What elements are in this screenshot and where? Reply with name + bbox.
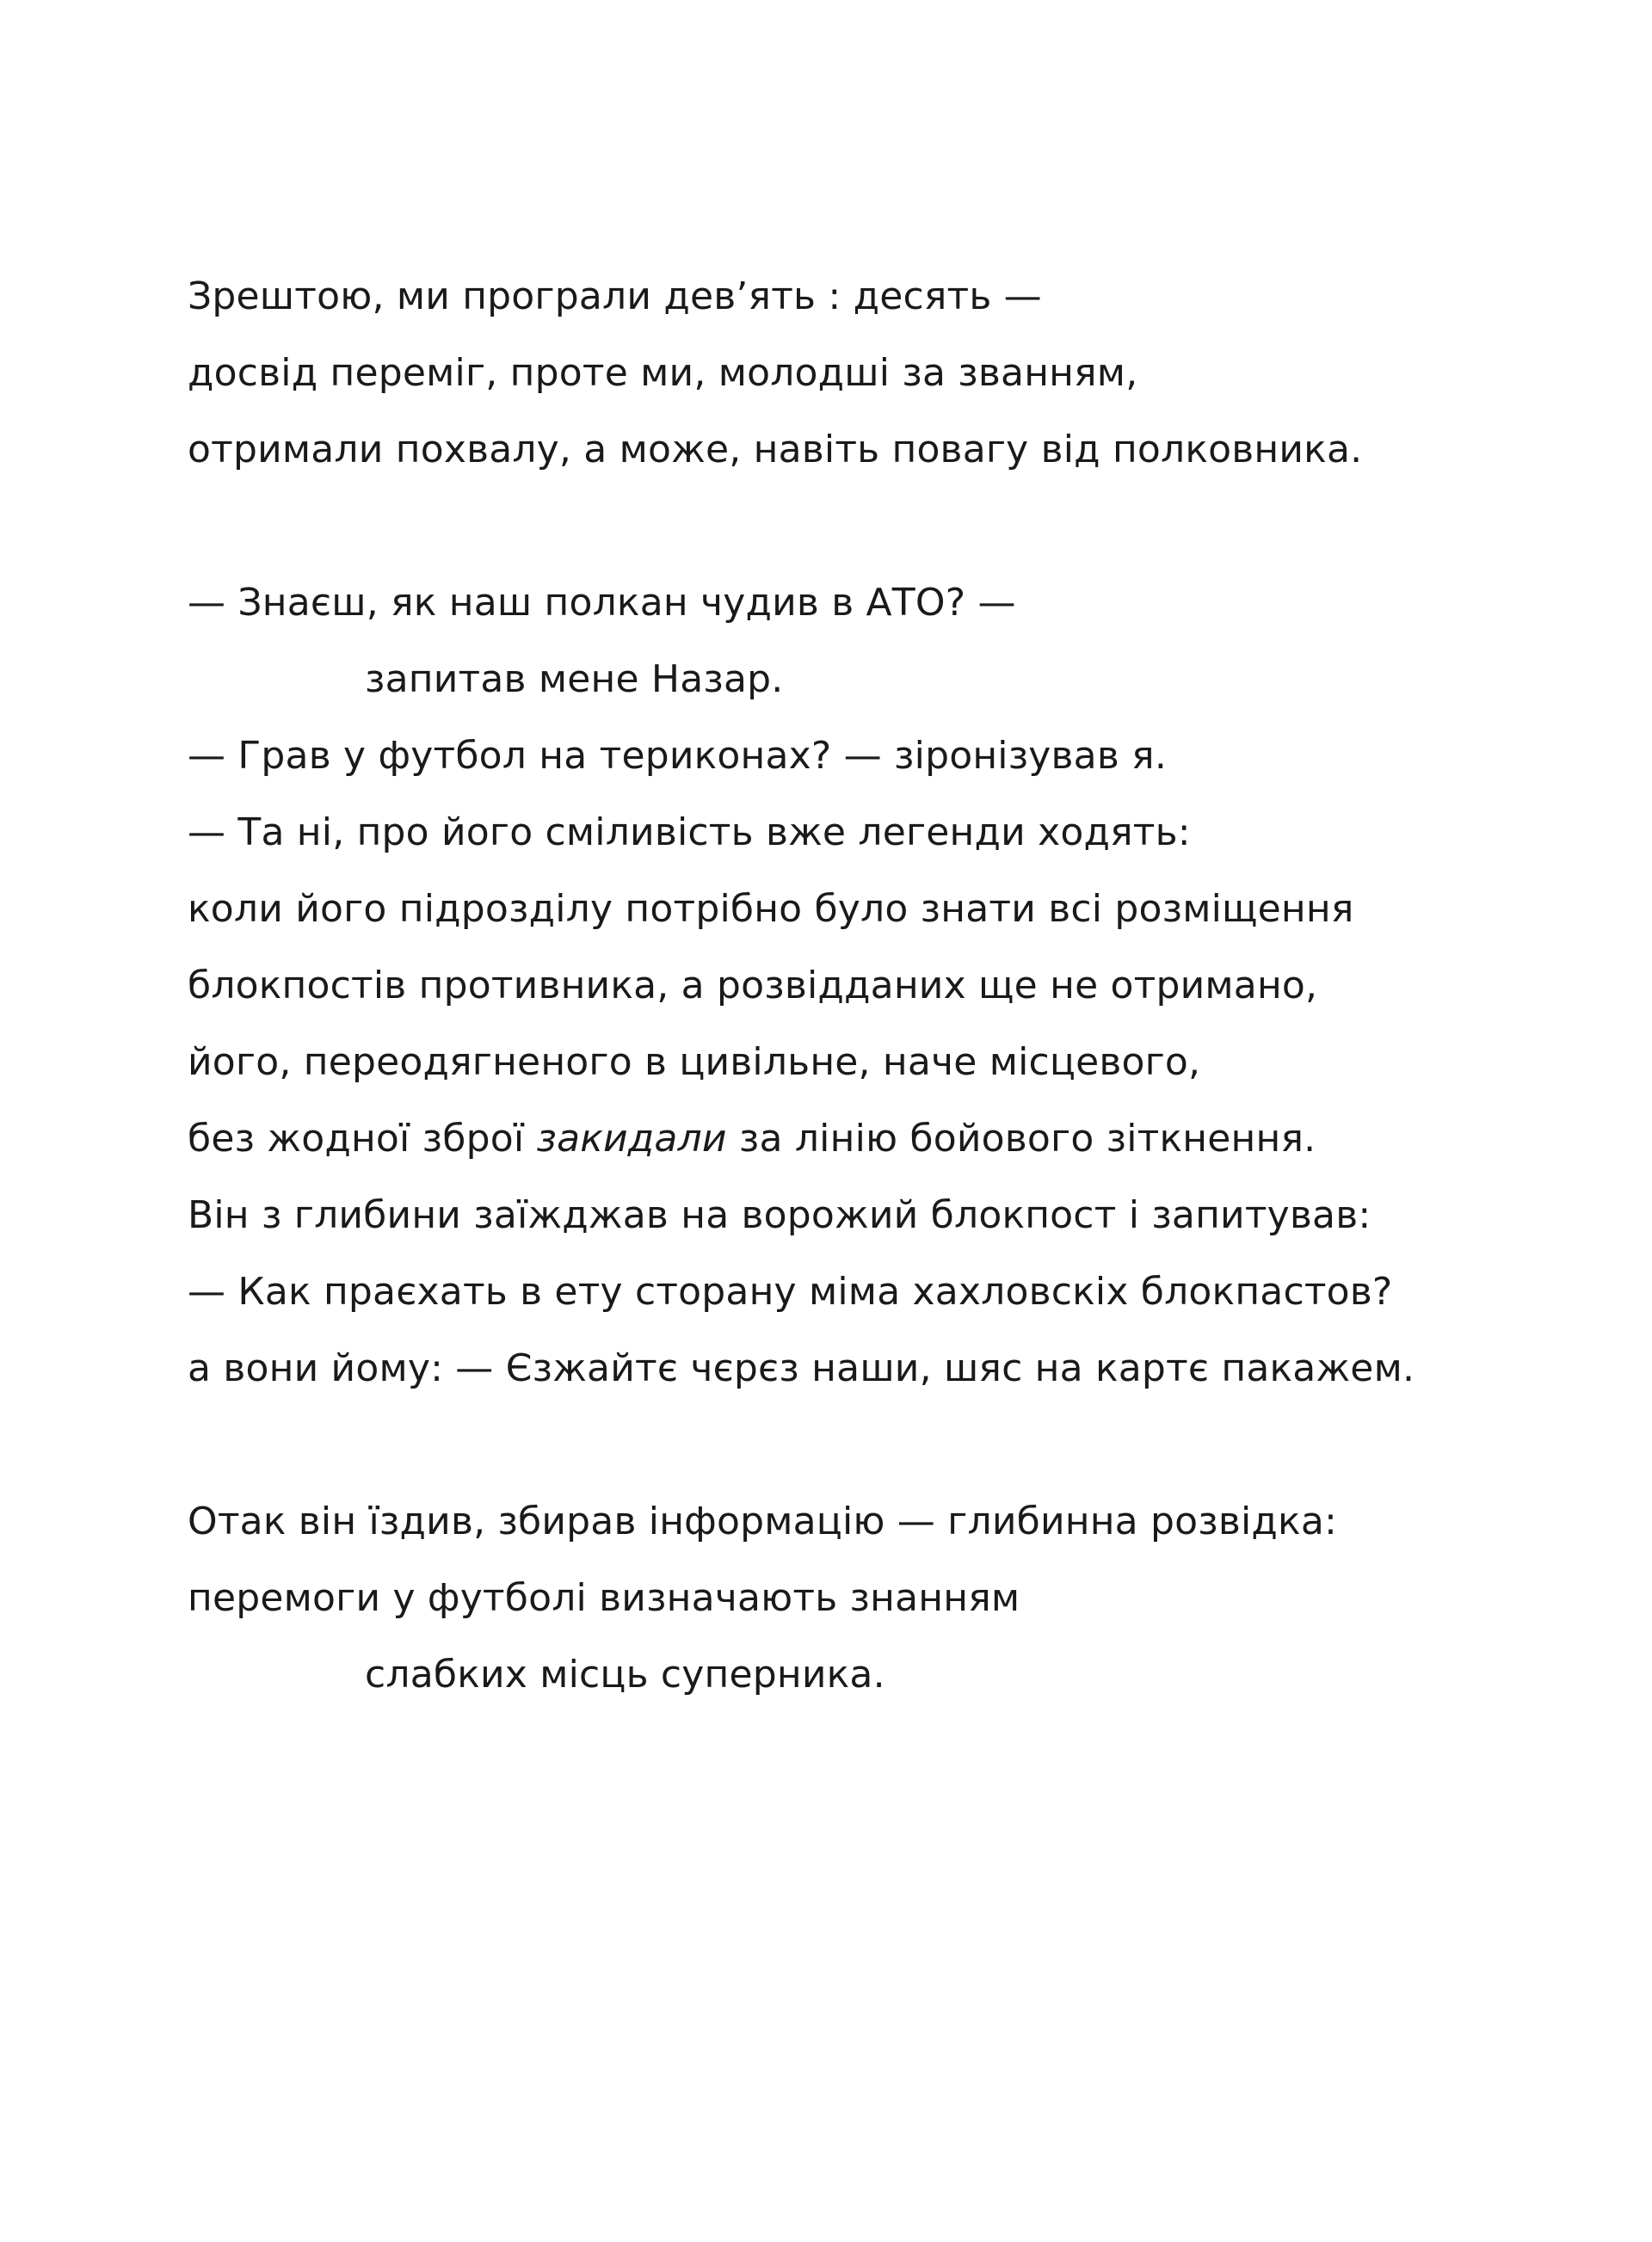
- stanza-break: [188, 488, 1564, 564]
- stanza2-line7: його, переодягненого в цивільне, наче місцевого,: [188, 1040, 1201, 1084]
- stanza2-line6: блокпостів противника, а розвідданих ще не отримано,: [188, 964, 1318, 1007]
- line8-after: за лінію бойового зіткнення.: [726, 1117, 1316, 1161]
- poem-text: [188, 258, 1564, 1713]
- stanza2-line4: — Та ні, про його сміливість вже легенди ходять:: [188, 810, 1191, 854]
- stanza1-line2: досвід переміг, проте ми, молодші за званням,: [188, 351, 1138, 395]
- line8-italic-word: закидали: [536, 1117, 727, 1161]
- stanza3-line2: перемоги у футболі визначають знанням: [188, 1576, 1020, 1620]
- stanza1-line1: Зрештою, ми програли дев’ять : десять —: [188, 274, 1042, 318]
- stanza2-line1: — Знаєш, як наш полкан чудив в АТО? —: [188, 581, 1016, 625]
- stanza2-line8: [188, 1100, 1564, 1177]
- stanza2-line11: а вони йому: — Єзжайтє чєрєз наши, шяс на картє пакажем.: [188, 1346, 1415, 1390]
- stanza2-line10: — Как праєхать в ету сторану міма хахловскіх блокпастов?: [188, 1270, 1393, 1314]
- stanza2-line5: коли його підрозділу потрібно було знати всі розміщення: [188, 887, 1354, 931]
- stanza-break: [188, 1407, 1564, 1483]
- stanza1-line3: отримали похвалу, а може, навіть повагу від полковника.: [188, 428, 1363, 471]
- stanza2-line9: Він з глибини заїжджав на ворожий блокпост і запитував:: [188, 1193, 1372, 1237]
- stanza3-line1: Отак він їздив, збирав інформацію — глибинна розвідка:: [188, 1500, 1338, 1543]
- stanza2-line2: запитав мене Назар.: [365, 657, 784, 701]
- stanza2-line3: — Грав у футбол на териконах? — зіронізував я.: [188, 734, 1168, 778]
- line8-before: без жодної зброї: [188, 1117, 537, 1161]
- stanza3-line3: слабких місць суперника.: [365, 1653, 885, 1697]
